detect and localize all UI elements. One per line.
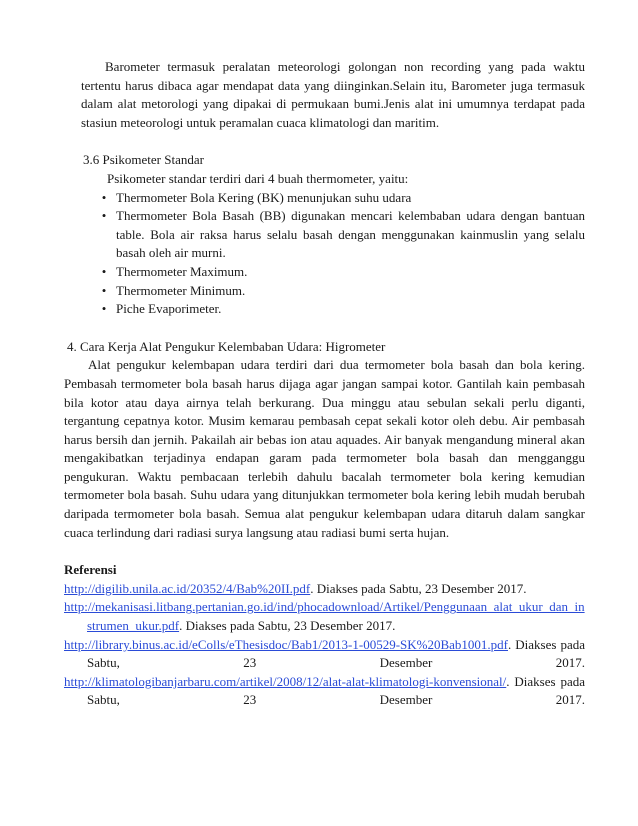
reference-item: http://library.binus.ac.id/eColls/eThesisdoc/Bab1/2013-1-00529-SK%20Bab1001.pdf. Diakses pada Sabtu, 23 Desember 2017. bbox=[64, 636, 585, 671]
list-item: • Thermometer Maximum. bbox=[99, 263, 585, 282]
section-subtitle: Psikometer standar terdiri dari 4 buah thermometer, yaitu: bbox=[107, 170, 409, 186]
section-heading-4: 4. Cara Kerja Alat Pengukur Kelembaban Udara: Higrometer bbox=[67, 338, 386, 354]
bullet-icon: • bbox=[101, 189, 107, 205]
reference-link[interactable]: http://klimatologibanjarbaru.com/artikel/2008/12/alat-alat-klimatologi-konvensional/ bbox=[64, 673, 507, 689]
reference-item: http://mekanisasi.litbang.pertanian.go.id/ind/phocadownload/Artikel/Penggunaan_alat_ukur_dan_instrumen_ukur.pdf. Diakses pada Sabtu, 23 Desember 2017. bbox=[64, 599, 585, 634]
bullet-icon: • bbox=[101, 282, 107, 298]
list-item: • Thermometer Minimum. bbox=[99, 282, 585, 301]
reference-item: http://digilib.unila.ac.id/20352/4/Bab%20II.pdf. Diakses pada Sabtu, 23 Desember 2017. bbox=[64, 580, 527, 596]
reference-item: http://klimatologibanjarbaru.com/artikel/2008/12/alat-alat-klimatologi-konvensional/. Diakses pada Sabtu, 23 Desember 2017. bbox=[64, 673, 585, 708]
list-item: • Thermometer Bola Basah (BB) digunakan mencari kelembaban udara dengan bantuan table. Bola air raksa harus selalu basah dengan menggunakan kainmuslin yang selalu basah oleh air murni. bbox=[99, 207, 585, 263]
reference-link[interactable]: http://digilib.unila.ac.id/20352/4/Bab%20II.pdf bbox=[64, 580, 311, 596]
reference-link[interactable]: http://library.binus.ac.id/eColls/eThesisdoc/Bab1/2013-1-00529-SK%20Bab1001.pdf bbox=[64, 636, 508, 652]
section-heading-3-6: 3.6 Psikometer Standar bbox=[83, 152, 204, 168]
section-higrometer bbox=[64, 338, 585, 543]
thermometer-list bbox=[64, 189, 585, 319]
bullet-icon: • bbox=[101, 208, 107, 224]
document-page bbox=[64, 58, 585, 710]
bullet-icon: • bbox=[101, 301, 107, 317]
references-heading: Referensi bbox=[64, 562, 117, 578]
intro-paragraph: Barometer termasuk peralatan meteorologi golongan non recording yang pada waktu tertentu harus dibaca agar mendapat data yang diinginkan.Selain itu, Barometer juga termasuk dalam alat metorologi yang dipakai di permukaan bumi.Jenis alat ini umumnya terdapat pada stasiun meteorologi untuk peramalan cuaca klimatologi dan maritim. bbox=[81, 59, 585, 130]
list-item: • Piche Evaporimeter. bbox=[99, 300, 585, 319]
bullet-icon: • bbox=[101, 263, 107, 279]
higrometer-paragraph: Alat pengukur kelembapan udara terdiri dari dua termometer bola basah dan bola kering. Pembasah termometer bola basah harus dijaga agar jangan sampai kotor. Gantilah kain pembasah bila kotor atau daya airnya telah berkurang. Dua minggu atau sebulan sekali perlu diganti, tergantung cepatnya kotor. Musim kemarau pembasah cepat sekali kotor oleh debu. Air pembasah harus bersih dan jernih. Pakailah air bebas ion atau aquades. Air banyak mengandung mineral akan mengakibatkan terjadinya endapan garam pada termometer bola basah dan mengganggu pengukuran. Waktu pembacaan terlebih dahulu bacalah termometer bola kering kemudian termometer bola basah. Suhu udara yang ditunjukkan termometer bola kering lebih mudah berubah daripada termometer bola basah. Semua alat pengukur kelembapan udara ditaruh dalam sangkar cuaca terlindung dari radiasi surya langsung atau radiasi bumi serta hujan. bbox=[64, 357, 585, 540]
section-psikometer bbox=[64, 151, 585, 188]
list-item: • Thermometer Bola Kering (BK) menunjukan suhu udara bbox=[99, 189, 585, 208]
reference-link[interactable]: http://mekanisasi.litbang.pertanian.go.id/ind/phocadownload/Artikel/Penggunaan_alat_ukur_dan_instrumen_ukur.pdf bbox=[64, 599, 585, 634]
